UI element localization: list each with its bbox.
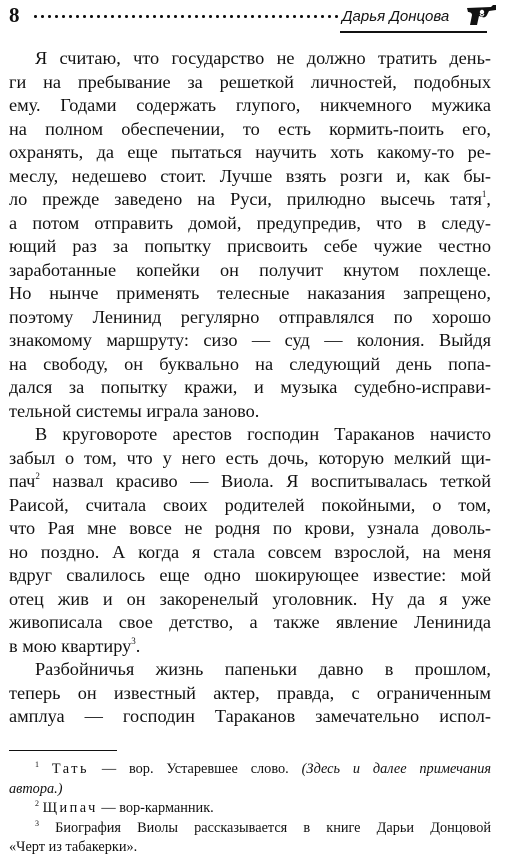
line-text: В круговороте арестов господин Тараканов начисто [35, 424, 491, 444]
footnote-text: — вор. Устаревшее слово. [88, 761, 302, 777]
text-line [9, 705, 491, 729]
footnote-line [9, 799, 491, 819]
line-text: амплуа — господин Тараканов замечательно испол- [9, 706, 491, 726]
footnote-text: «Черт из табакерки». [9, 839, 138, 855]
line-text: Разбойничья жизнь папеньки давно в прошлом, [35, 659, 491, 679]
line-text: забыл о том, что у него есть дочь, которую мелкий щи- [9, 447, 491, 468]
footnote-italic: автора.) [9, 780, 63, 797]
line-text: знакомому маршруту: сизо — суд — колония. Выйдя [9, 330, 491, 350]
line-text: в мою квартиру [9, 635, 132, 656]
line-text: Раисой, считала своих родителей покойными, о том, [9, 494, 491, 515]
text-line [9, 353, 491, 377]
line-text: а потом отправить домой, предупредив, что в следу- [9, 212, 491, 233]
text-line [9, 658, 491, 682]
text-line [9, 94, 491, 118]
running-author: Дарья Донцова [342, 8, 450, 25]
footnote-text: — вор-карманник. [97, 800, 214, 816]
footnote-ref: 2 [35, 471, 40, 481]
page-number: 8 [9, 3, 20, 27]
running-header [0, 0, 505, 34]
line-text: на полном обеспечении, то есть кормить-поить его, [9, 118, 491, 139]
dotted-rule [32, 14, 340, 19]
text-line [9, 564, 491, 588]
line-text: тельной системы играла заново. [9, 400, 260, 421]
text-line [9, 494, 491, 518]
body-text [9, 47, 491, 729]
line-text: поэтому Ленинид регулярно отправлялся по хорошо [9, 306, 491, 327]
text-line [9, 470, 491, 494]
line-text: охранять, да еще пытаться научить хоть какому-то ре- [9, 142, 491, 162]
line-text: Я считаю, что государство не должно тратить день- [35, 48, 491, 68]
text-line [9, 212, 491, 236]
footnote-term: Щипач [42, 800, 98, 816]
line-text-after: , [486, 189, 491, 209]
text-line [9, 71, 491, 95]
text-line [9, 635, 491, 659]
text-line [9, 306, 491, 330]
footnote-line [9, 819, 491, 839]
text-line [9, 682, 491, 706]
text-line [9, 376, 491, 400]
line-text: отец жив и он закоренелый уголовник. Ну да я уже [9, 588, 491, 609]
line-text: Но нынче применять телесные наказания запрещено, [9, 283, 491, 303]
text-line [9, 47, 491, 71]
line-text: ющий раз за попытку присвоить себе чужие честно [9, 236, 491, 256]
footnote-rule [9, 750, 117, 751]
header-underline [340, 31, 487, 33]
line-text: дался за попытку кражи, и музыка судебно-исправи- [9, 377, 491, 397]
line-text: но поздно. А когда я стала совсем взрослой, на меня [9, 541, 491, 562]
text-line [9, 611, 491, 635]
line-text: на свободу, он буквально на следующий день попа- [9, 353, 491, 374]
footnote-mark: 2 [35, 799, 39, 808]
text-line [9, 235, 491, 259]
footnote-line [9, 760, 491, 780]
footnotes [9, 760, 491, 858]
text-line [9, 517, 491, 541]
text-line [9, 329, 491, 353]
line-text: меслу, недешево стоит. Лучше взять розги и, как бы- [9, 165, 491, 186]
footnote-text: Биография Виолы рассказывается в книге Дарьи Донцовой [55, 819, 492, 836]
line-text: что Рая мне вовсе не родня по крови, узнала доволь- [9, 518, 491, 538]
footnote-line [9, 780, 491, 800]
text-line [9, 400, 491, 424]
text-line [9, 141, 491, 165]
footnote-mark: 1 [35, 760, 39, 769]
line-text-after: назвал красиво — Виола. Я воспитывалась теткой [39, 471, 491, 491]
line-text: пач [9, 471, 36, 491]
revolver-icon [465, 3, 499, 27]
footnote-line [9, 838, 491, 858]
footnote-ref: 3 [131, 635, 136, 646]
footnote-mark: 3 [35, 818, 39, 828]
line-text: живописала свое детство, а также явление Ленинида [9, 612, 491, 632]
text-line [9, 118, 491, 142]
line-text: ги на пребывание за решеткой личностей, подобных [9, 71, 491, 92]
line-text-after: . [135, 635, 141, 656]
text-line [9, 541, 491, 565]
line-text: ло прежде заведено на Руси, прилюдно высечь татя [9, 189, 482, 209]
text-line [9, 423, 491, 447]
line-text: теперь он известный актер, правда, с ограниченным [9, 682, 491, 703]
text-line [9, 259, 491, 283]
footnote-ref: 1 [481, 189, 487, 199]
text-line [9, 282, 491, 306]
line-text: вдруг свалилось еще одно шокирующее известие: мой [9, 565, 491, 585]
text-line [9, 188, 491, 212]
line-text: заработанные копейки он получит кнутом похлеще. [9, 259, 491, 280]
text-line [9, 588, 491, 612]
footnote-italic: (Здесь и далее примечания [301, 761, 491, 777]
text-line [9, 165, 491, 189]
line-text: ему. Годами содержать глупого, никчемного мужика [9, 95, 491, 115]
footnote-term: Тать [51, 761, 89, 777]
text-line [9, 447, 491, 471]
